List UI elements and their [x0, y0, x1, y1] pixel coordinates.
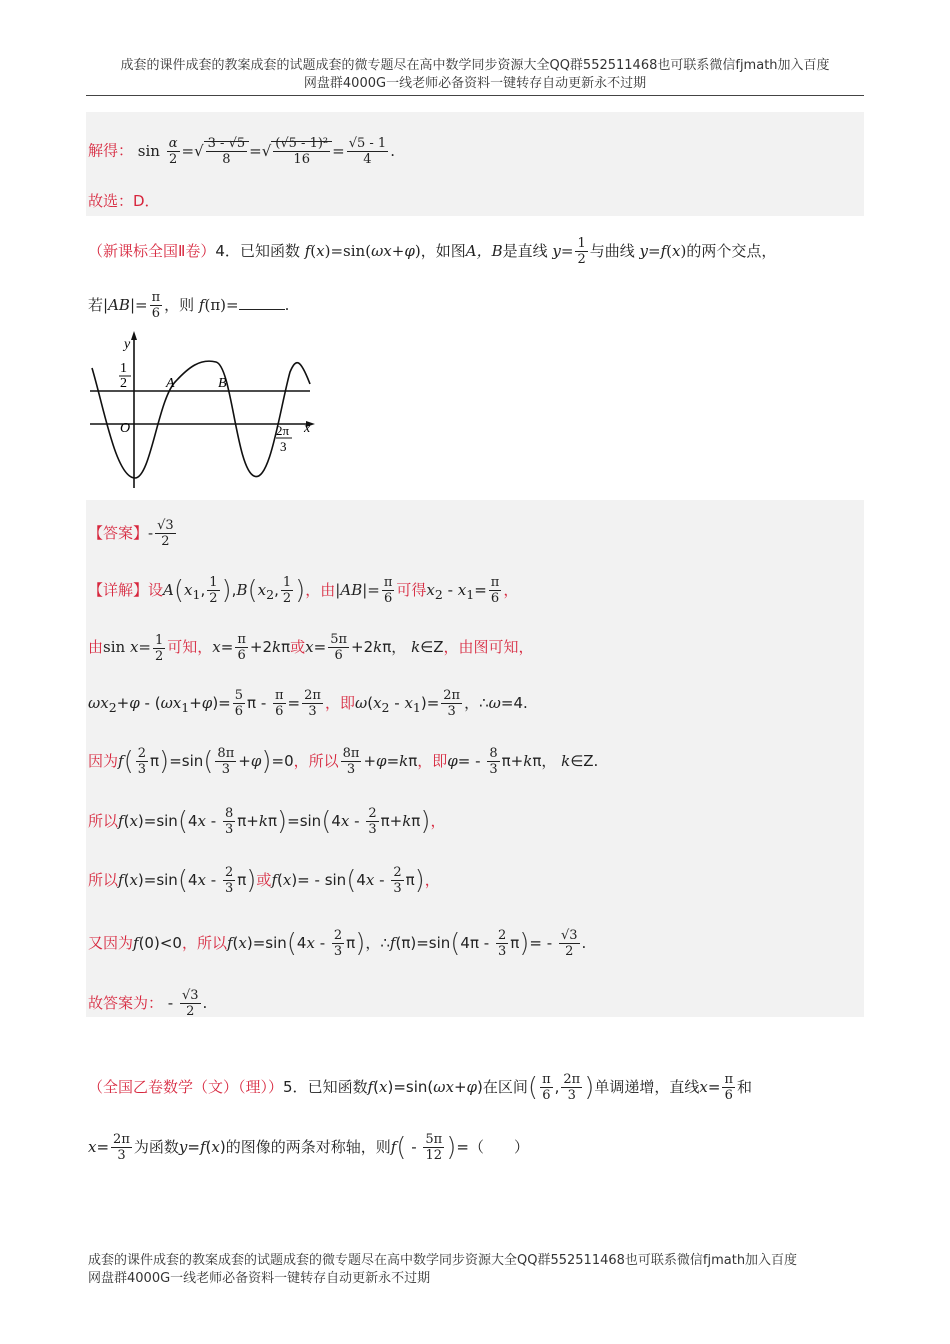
q5-t6: 的图像的两条对称轴，则	[225, 1138, 391, 1156]
answer-tag: 【答案】	[88, 524, 149, 542]
q4-stem-line-2: 若|AB|= $\frac{\pi}{6}$ ，则 f(π)= .	[88, 290, 290, 321]
l3a: ，即	[324, 694, 355, 712]
detail-line-1: 【详解】设$A(x_1$, $\frac{1}{2}$ )$,B(x_2$, $\frac{1}{2}$ )，由|AB|= $\frac{\pi}{6}$ 可得$x_2 - x_1=$ $\frac{\pi}{6}$ ，	[88, 575, 519, 606]
q5-t7: =（ ）	[456, 1138, 529, 1156]
guxuan-line: 故选：D．	[88, 192, 160, 210]
answer-blank	[239, 295, 285, 310]
q4-text-6: 若	[88, 296, 104, 314]
jiede-label: 解得：	[88, 141, 134, 160]
l2d: ，由图可知，	[443, 638, 534, 656]
you-text: ，由	[305, 581, 336, 599]
l2c: 或	[290, 638, 306, 656]
l4b: ，所以	[293, 752, 339, 770]
header-divider	[86, 95, 864, 96]
sin-alpha-expression: sin $\frac{\alpha}{2}$ =√ $\frac{3 - √5}{8}$ =√ $\frac{\text{(√5 - 1)²}}{16}$ = $\frac{√5 - 1}{4}$ .	[137, 136, 395, 167]
detail-line-3: $\omega x_2+\varphi - (\omega x_1+\varphi)=$ $\frac{5}{6}$ π - $\frac{\pi}{6}$ = $\frac{2\pi}{3}$ ，即$\omega(x_2 - x_1)=$ $\frac{2\pi}{3}$ ，∴ω=4.	[88, 688, 528, 719]
q4-text-5: 的两个交点，	[686, 242, 777, 260]
l2b: 可知，	[167, 638, 213, 656]
kede-text: 可得	[396, 581, 427, 599]
sine-graph	[86, 328, 318, 490]
q5-t3: 单调递增，直线	[594, 1078, 700, 1096]
detail-line-6: 所以f(x)=sin(4x - $\frac{2}{3}$ π)或f(x)= - sin(4x - $\frac{2}{3}$ π)，	[88, 865, 440, 896]
l4a: 因为	[88, 752, 119, 770]
q5-stem-line-2: x= $\frac{2\pi}{3}$ 为函数y=f(x)的图像的两条对称轴，则f( - $\frac{5\pi}{12}$ )=（ ）	[88, 1132, 529, 1163]
q5-t5: 为函数	[133, 1138, 179, 1156]
l7b: ，所以	[181, 934, 227, 952]
l5a: 所以	[88, 812, 119, 830]
detail-tag: 【详解】	[88, 581, 149, 599]
half-numerator: 1	[120, 361, 127, 376]
footer-line-1: 成套的课件成套的教案成套的试题成套的微专题尽在高中数学同步资源大全QQ群552511468也可联系微信fjmath加入百度	[88, 1253, 798, 1268]
q5-stem-line-1: （全国乙卷数学（文）（理））5．已知函数f(x)=sin(ωx+φ)在区间( $\frac{\pi}{6}$ , $\frac{2\pi}{3}$ )单调递增，直线x= $\frac{\pi}{6}$ 和	[88, 1072, 752, 1103]
l4c: ，即	[417, 752, 448, 770]
q5-t1: 已知函数	[307, 1078, 368, 1096]
q5-t4: 和	[736, 1078, 752, 1096]
l6b: 或	[256, 871, 272, 889]
q4-number: 4．	[215, 242, 240, 260]
answer-line: 【答案】- $\frac{√3}{2}$	[88, 518, 174, 549]
q4-text-1: 已知函数	[239, 242, 300, 260]
tick-numerator: 2π	[276, 423, 290, 438]
l7a: 又因为	[88, 934, 134, 952]
q4-text-2: ，如图	[420, 242, 466, 260]
y-label: y	[124, 337, 131, 352]
point-b-label: B	[218, 376, 227, 391]
detail-line-7: 又因为f(0)<0，所以f(x)=sin(4x - $\frac{2}{3}$ π)，∴f(π)=sin(4π - $\frac{2}{3}$ π)= - $\frac{√3}{2}$ .	[88, 928, 587, 959]
detail-line-8: 故答案为： - $\frac{√3}{2}$ .	[88, 988, 208, 1019]
detail-line-4: 因为f( $\frac{2}{3}$ π)=sin( $\frac{8\pi}{3}$ +φ)=0，所以 $\frac{8\pi}{3}$ +φ=kπ，即φ= - $\frac{8}{3}$ π+kπ， k∈Z.	[88, 746, 599, 777]
q5-number: 5．	[283, 1078, 308, 1096]
q5-source: （全国乙卷数学（文）（理））	[88, 1078, 284, 1096]
l8a: 故答案为：	[88, 994, 164, 1012]
she-text: 设	[148, 581, 164, 599]
y-arrow	[131, 331, 137, 340]
q4-ab: A，B	[465, 242, 503, 260]
jiede-line	[88, 136, 395, 167]
origin-label: O	[120, 421, 131, 436]
detail-line-2: 由sin x= $\frac{1}{2}$ 可知，x= $\frac{\pi}{6}$ +2kπ或x= $\frac{5\pi}{6}$ +2kπ， k∈Z，由图可知，	[88, 632, 534, 664]
q4-text-3: 是直线	[502, 242, 548, 260]
header-line-1: 成套的课件成套的教案成套的试题成套的微专题尽在高中数学同步资源大全QQ群552511468也可联系微信fjmath加入百度	[120, 58, 830, 73]
q4-text-4: 与曲线	[589, 242, 635, 260]
l6a: 所以	[88, 871, 119, 889]
detail-line-5: 所以f(x)=sin(4x - $\frac{8}{3}$ π+kπ)=sin(4x - $\frac{2}{3}$ π+kπ)，	[88, 806, 446, 837]
header-line-2: 网盘群4000G一线老师必备资料一键转存自动更新永不过期	[303, 76, 647, 91]
q4-text-7: ，则	[164, 296, 195, 314]
point-a-label: A	[166, 376, 175, 391]
x-label: x	[304, 421, 311, 436]
q4-source: （新课标全国Ⅱ卷）	[88, 242, 216, 260]
l2a: 由	[88, 638, 104, 656]
half-denominator: 2	[120, 376, 127, 391]
q4-stem-line-1: （新课标全国Ⅱ卷）4．已知函数 f(x)=sin(ωx+φ)，如图A，B是直线 y= $\frac{1}{2}$ 与曲线 y=f(x)的两个交点，	[88, 236, 777, 267]
footer-line-2: 网盘群4000G一线老师必备资料一键转存自动更新永不过期	[88, 1271, 431, 1286]
tick-denominator: 3	[280, 439, 287, 454]
q4-function: f	[304, 242, 311, 260]
q5-t2: 在区间	[482, 1078, 528, 1096]
